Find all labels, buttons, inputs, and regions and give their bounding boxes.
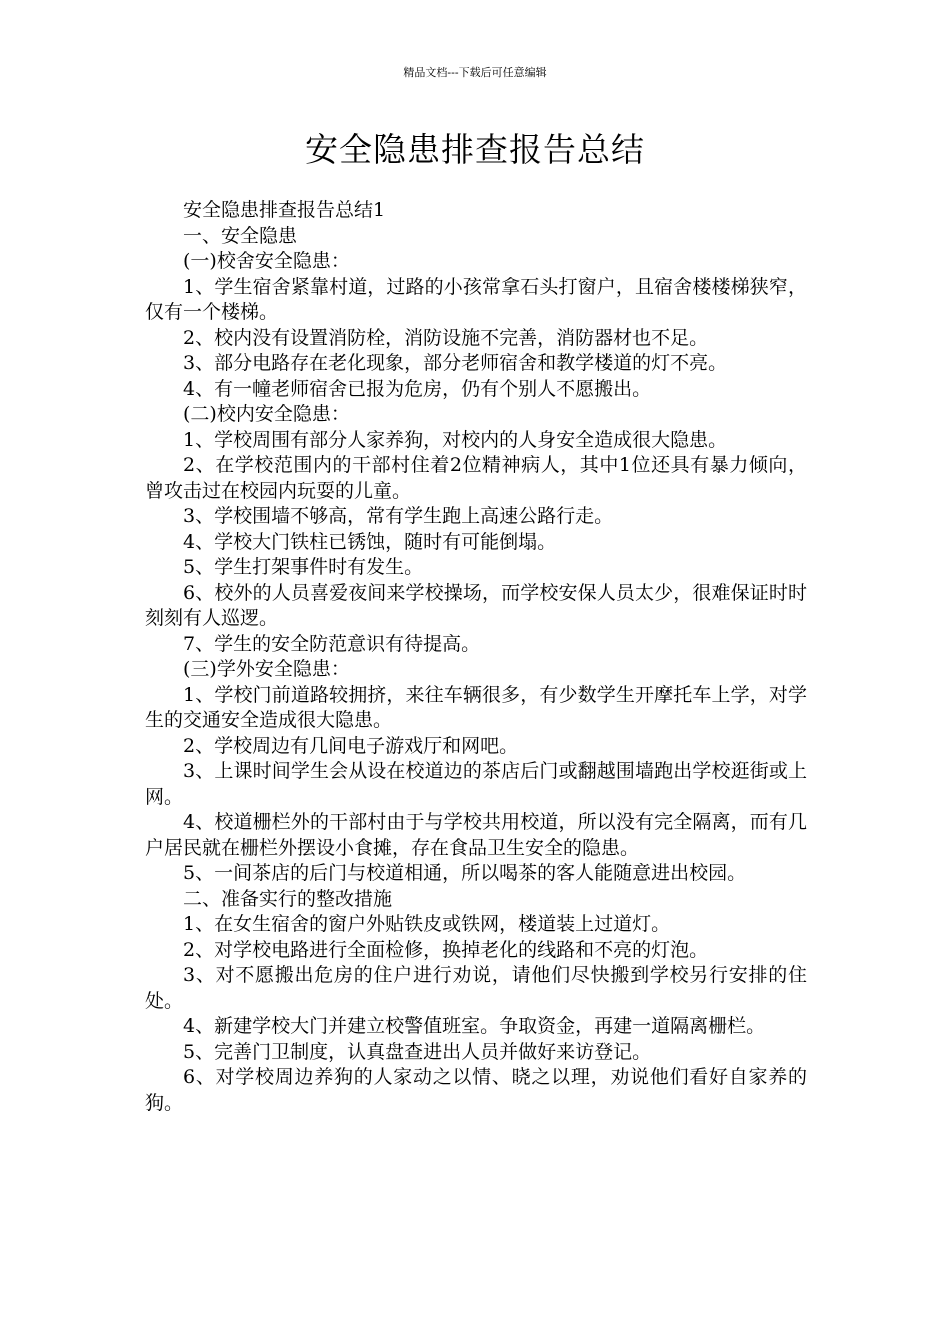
list-item: 3、部分电路存在老化现象，部分老师宿舍和教学楼道的灯不亮。 bbox=[183, 352, 728, 374]
section-heading: 二、准备实行的整改措施 bbox=[183, 887, 393, 910]
subsection-heading: (一)校舍安全隐患： bbox=[183, 250, 350, 272]
list-item: 1、学校周围有部分人家养狗，对校内的人身安全造成很大隐患。 bbox=[183, 428, 728, 451]
subtitle-paragraph: 安全隐患排查报告总结1 bbox=[183, 199, 386, 221]
document-body bbox=[145, 198, 807, 1116]
list-item: 1、学生宿舍紧靠村道，过路的小孩常拿石头打窗户，且宿舍楼楼梯狭窄，仅有一个楼梯。 bbox=[145, 275, 807, 323]
list-item: 5、学生打架事件时有发生。 bbox=[183, 556, 424, 578]
document-title: 安全隐患排查报告总结 bbox=[305, 130, 645, 169]
list-item: 2、在学校范围内的干部村住着2位精神病人，其中1位还具有暴力倾向，曾攻击过在校园内玩耍的儿童。 bbox=[145, 454, 807, 502]
list-item: 4、新建学校大门并建立校警值班室。争取资金，再建一道隔离栅栏。 bbox=[183, 1015, 766, 1037]
list-item: 6、校外的人员喜爱夜间来学校操场，而学校安保人员太少，很难保证时时刻刻有人巡逻。 bbox=[145, 581, 807, 629]
list-item: 3、学校围墙不够高，常有学生跑上高速公路行走。 bbox=[183, 505, 614, 527]
list-item: 5、一间茶店的后门与校道相通，所以喝茶的客人能随意进出校园。 bbox=[183, 862, 747, 884]
list-item: 2、对学校电路进行全面检修，换掉老化的线路和不亮的灯泡。 bbox=[183, 938, 709, 961]
list-item: 2、校内没有设置消防栓，消防设施不完善，消防器材也不足。 bbox=[183, 326, 709, 349]
list-item: 3、上课时间学生会从设在校道边的茶店后门或翻越围墙跑出学校逛街或上网。 bbox=[145, 760, 807, 808]
list-item: 4、校道栅栏外的干部村由于与学校共用校道，所以没有完全隔离，而有几户居民就在栅栏外摆设小食摊，存在食品卫生安全的隐患。 bbox=[145, 811, 807, 859]
list-item: 5、完善门卫制度，认真盘查进出人员并做好来访登记。 bbox=[183, 1040, 652, 1063]
subsection-heading: (二)校内安全隐患： bbox=[183, 403, 350, 425]
list-item: 3、对不愿搬出危房的住户进行劝说，请他们尽快搬到学校另行安排的住处。 bbox=[145, 964, 807, 1012]
list-item: 6、对学校周边养狗的人家动之以情、晓之以理，劝说他们看好自家养的狗。 bbox=[145, 1066, 807, 1114]
list-item: 4、有一幢老师宿舍已报为危房，仍有个别人不愿搬出。 bbox=[183, 377, 652, 400]
list-item: 7、学生的安全防范意识有待提高。 bbox=[183, 632, 481, 655]
list-item: 1、学校门前道路较拥挤，来往车辆很多，有少数学生开摩托车上学，对学生的交通安全造成很大隐患。 bbox=[145, 683, 807, 731]
page-header: 精品文档---下载后可任意编辑 bbox=[403, 66, 547, 79]
section-heading: 一、安全隐患 bbox=[183, 224, 298, 247]
list-item: 4、学校大门铁柱已锈蚀，随时有可能倒塌。 bbox=[183, 530, 557, 553]
list-item: 2、学校周边有几间电子游戏厅和网吧。 bbox=[183, 734, 519, 757]
subsection-heading: (三)学外安全隐患： bbox=[183, 658, 350, 680]
list-item: 1、在女生宿舍的窗户外贴铁皮或铁网，楼道装上过道灯。 bbox=[183, 913, 671, 935]
